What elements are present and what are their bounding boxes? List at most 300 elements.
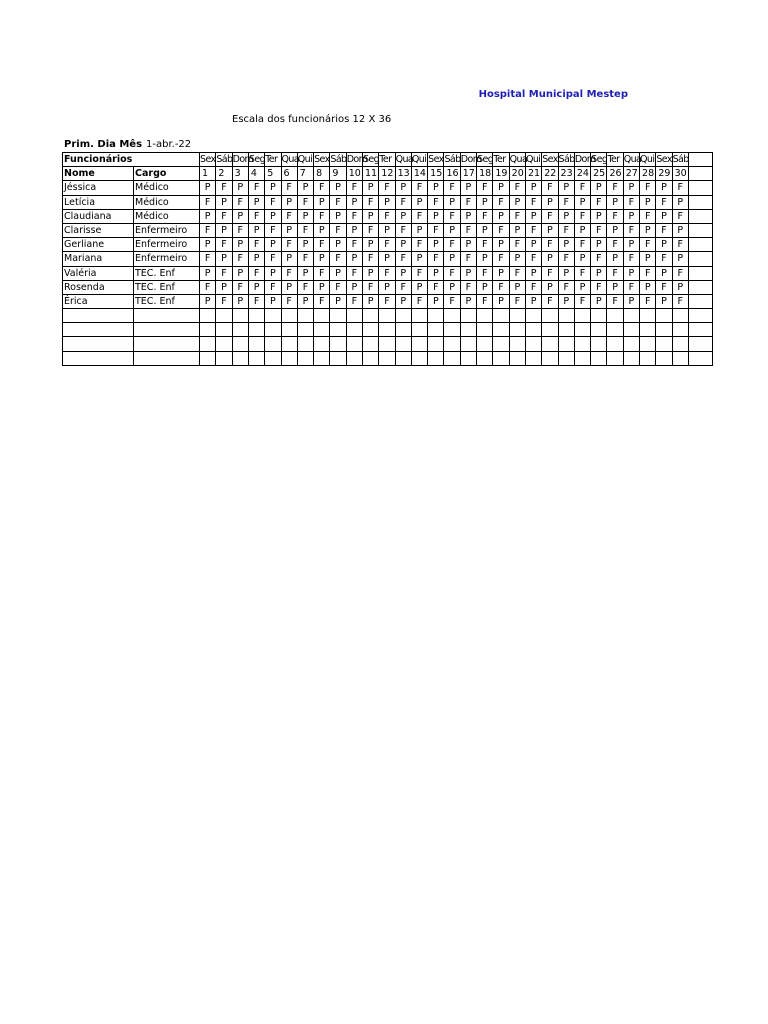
shift-cell: P — [493, 294, 509, 308]
empty-cell — [623, 337, 639, 351]
weekday-header: Qua — [395, 154, 414, 166]
empty-cell — [688, 167, 712, 181]
day-number-header: 4 — [248, 167, 264, 181]
weekday-header: Qua — [623, 154, 642, 166]
employee-row — [63, 195, 713, 209]
shift-cell: F — [248, 181, 264, 195]
empty-cell — [640, 309, 656, 323]
shift-cell: F — [656, 195, 672, 209]
shift-cell: F — [509, 266, 525, 280]
employee-name: Mariana — [63, 252, 134, 266]
empty-cell — [248, 323, 264, 337]
weekday-header: Sex — [428, 154, 444, 166]
empty-cell — [200, 337, 216, 351]
shift-cell: F — [607, 238, 623, 252]
shift-cell: P — [640, 252, 656, 266]
shift-cell: P — [379, 223, 395, 237]
employee-name: Rosenda — [63, 280, 134, 294]
empty-cell — [216, 309, 232, 323]
employee-row — [63, 252, 713, 266]
shift-cell: P — [444, 280, 460, 294]
shift-cell: F — [216, 266, 232, 280]
shift-cell: P — [297, 294, 313, 308]
empty-cell — [330, 337, 346, 351]
shift-cell: F — [297, 252, 313, 266]
shift-cell: P — [542, 280, 558, 294]
empty-cell — [493, 309, 509, 323]
day-number-header: 29 — [656, 167, 672, 181]
shift-cell: P — [248, 223, 264, 237]
shift-cell: F — [444, 294, 460, 308]
employee-row — [63, 238, 713, 252]
shift-cell: F — [640, 294, 656, 308]
shift-cell: P — [248, 252, 264, 266]
shift-cell: F — [477, 294, 493, 308]
day-number-header: 7 — [297, 167, 313, 181]
shift-cell: F — [591, 195, 607, 209]
shift-cell: F — [640, 209, 656, 223]
employee-row — [63, 181, 713, 195]
empty-cell — [493, 337, 509, 351]
empty-cell — [477, 309, 493, 323]
shift-cell: F — [346, 266, 362, 280]
empty-cell — [297, 323, 313, 337]
shift-cell: F — [558, 252, 574, 266]
day-number-header: 16 — [444, 167, 460, 181]
empty-cell — [623, 309, 639, 323]
shift-cell: F — [379, 238, 395, 252]
empty-row — [63, 309, 713, 323]
shift-cell: P — [395, 294, 411, 308]
shift-cell: F — [232, 195, 248, 209]
shift-cell: P — [525, 238, 541, 252]
shift-cell: F — [216, 238, 232, 252]
shift-cell: P — [574, 195, 590, 209]
shift-cell: F — [574, 181, 590, 195]
empty-cell — [134, 309, 200, 323]
empty-cell — [395, 351, 411, 365]
shift-cell: F — [232, 252, 248, 266]
shift-cell: F — [477, 209, 493, 223]
empty-cell — [591, 323, 607, 337]
shift-cell: F — [623, 195, 639, 209]
shift-cell: P — [330, 294, 346, 308]
employee-name: Jéssica — [63, 181, 134, 195]
shift-cell: P — [460, 294, 476, 308]
shift-cell: F — [428, 195, 444, 209]
shift-cell: P — [542, 195, 558, 209]
name-header: Nome — [63, 167, 134, 181]
shift-cell: P — [607, 280, 623, 294]
empty-cell — [379, 323, 395, 337]
empty-cell — [688, 223, 712, 237]
empty-cell — [428, 309, 444, 323]
shift-cell: P — [216, 195, 232, 209]
shift-cell: F — [395, 280, 411, 294]
shift-cell: P — [460, 238, 476, 252]
shift-cell: F — [281, 266, 297, 280]
shift-cell: F — [444, 181, 460, 195]
shift-cell: F — [428, 280, 444, 294]
shift-cell: P — [672, 223, 688, 237]
shift-cell: P — [525, 294, 541, 308]
shift-cell: P — [379, 195, 395, 209]
shift-cell: F — [200, 252, 216, 266]
shift-cell: F — [379, 181, 395, 195]
shift-cell: P — [232, 238, 248, 252]
shift-cell: P — [623, 209, 639, 223]
empty-cell — [232, 309, 248, 323]
weekday-header: Dom — [346, 154, 368, 166]
shift-cell: P — [248, 280, 264, 294]
empty-cell — [346, 351, 362, 365]
employee-name: Clarisse — [63, 223, 134, 237]
shift-cell: F — [672, 181, 688, 195]
empty-row — [63, 351, 713, 365]
empty-cell — [509, 309, 525, 323]
day-number-header: 11 — [362, 167, 378, 181]
shift-cell: F — [591, 252, 607, 266]
shift-cell: P — [379, 280, 395, 294]
empty-cell — [411, 309, 427, 323]
empty-cell — [672, 323, 688, 337]
shift-cell: F — [444, 266, 460, 280]
shift-cell: F — [265, 223, 281, 237]
first-day-value: 1-abr.-22 — [146, 139, 192, 150]
empty-cell — [297, 351, 313, 365]
shift-cell: F — [330, 252, 346, 266]
weekday-header: Seg — [591, 154, 608, 166]
empty-cell — [232, 323, 248, 337]
shift-cell: P — [411, 280, 427, 294]
shift-cell: F — [640, 266, 656, 280]
shift-cell: P — [411, 252, 427, 266]
empty-cell — [248, 309, 264, 323]
shift-cell: F — [640, 238, 656, 252]
shift-cell: F — [281, 294, 297, 308]
shift-cell: P — [314, 195, 330, 209]
shift-cell: P — [672, 195, 688, 209]
shift-cell: P — [395, 209, 411, 223]
weekday-header: Ter — [493, 153, 509, 167]
day-number-header: 17 — [460, 167, 476, 181]
shift-cell: P — [297, 209, 313, 223]
employee-role: TEC. Enf — [134, 294, 200, 308]
shift-cell: P — [591, 266, 607, 280]
employee-role: TEC. Enf — [134, 280, 200, 294]
day-number-header: 12 — [379, 167, 395, 181]
shift-cell: F — [346, 238, 362, 252]
empty-cell — [265, 323, 281, 337]
empty-row — [63, 323, 713, 337]
shift-cell: P — [525, 181, 541, 195]
empty-cell — [525, 323, 541, 337]
shift-cell: F — [281, 181, 297, 195]
empty-cell — [134, 337, 200, 351]
empty-cell — [265, 351, 281, 365]
shift-cell: F — [525, 280, 541, 294]
day-number-header: 25 — [591, 167, 607, 181]
shift-cell: P — [591, 238, 607, 252]
shift-cell: F — [232, 280, 248, 294]
empty-cell — [656, 323, 672, 337]
shift-cell: F — [493, 252, 509, 266]
empty-cell — [200, 309, 216, 323]
empty-cell — [477, 351, 493, 365]
shift-cell: P — [362, 266, 378, 280]
shift-cell: F — [672, 294, 688, 308]
shift-cell: F — [493, 195, 509, 209]
empty-cell — [509, 351, 525, 365]
weekday-header: Qui — [411, 154, 427, 166]
empty-cell — [574, 323, 590, 337]
day-number-header: 10 — [346, 167, 362, 181]
weekday-header: Qua — [281, 154, 300, 166]
empty-cell — [493, 323, 509, 337]
shift-cell: P — [656, 181, 672, 195]
shift-cell: F — [509, 294, 525, 308]
employee-row — [63, 223, 713, 237]
empty-cell — [428, 351, 444, 365]
shift-cell: F — [574, 266, 590, 280]
shift-cell: F — [265, 280, 281, 294]
role-header: Cargo — [134, 167, 200, 181]
shift-cell: F — [395, 223, 411, 237]
shift-cell: F — [542, 181, 558, 195]
shift-cell: P — [574, 223, 590, 237]
day-number-header: 15 — [428, 167, 444, 181]
shift-cell: F — [477, 181, 493, 195]
shift-cell: P — [623, 294, 639, 308]
shift-cell: F — [525, 252, 541, 266]
empty-cell — [395, 309, 411, 323]
shift-cell: P — [265, 209, 281, 223]
empty-cell — [558, 351, 574, 365]
shift-cell: P — [672, 280, 688, 294]
empty-cell — [656, 309, 672, 323]
empty-cell — [477, 323, 493, 337]
shift-cell: P — [265, 238, 281, 252]
shift-cell: P — [232, 209, 248, 223]
shift-cell: F — [314, 181, 330, 195]
day-number-header: 19 — [493, 167, 509, 181]
empty-cell — [281, 351, 297, 365]
shift-cell: F — [379, 209, 395, 223]
shift-cell: P — [460, 209, 476, 223]
shift-cell: P — [656, 238, 672, 252]
empty-cell — [607, 309, 623, 323]
empty-cell — [314, 323, 330, 337]
day-number-header: 23 — [558, 167, 574, 181]
empty-cell — [444, 309, 460, 323]
shift-cell: P — [558, 294, 574, 308]
employee-role: Médico — [134, 195, 200, 209]
shift-cell: F — [672, 209, 688, 223]
empty-cell — [688, 181, 712, 195]
shift-cell: F — [460, 252, 476, 266]
shift-cell: F — [542, 238, 558, 252]
shift-cell: P — [362, 181, 378, 195]
day-number-header: 1 — [200, 167, 216, 181]
empty-cell — [688, 294, 712, 308]
employee-name: Valéria — [63, 266, 134, 280]
shift-cell: P — [493, 209, 509, 223]
weekday-header: Qui — [640, 154, 655, 166]
shift-cell: P — [509, 280, 525, 294]
empty-cell — [509, 323, 525, 337]
shift-cell: P — [297, 238, 313, 252]
shift-cell: P — [216, 223, 232, 237]
shift-cell: P — [411, 223, 427, 237]
shift-cell: P — [265, 266, 281, 280]
empty-cell — [265, 309, 281, 323]
employee-name: Érica — [63, 294, 134, 308]
empty-cell — [672, 309, 688, 323]
weekday-header: Sex — [656, 154, 672, 166]
empty-cell — [232, 351, 248, 365]
empty-cell — [63, 351, 134, 365]
shift-cell: F — [362, 280, 378, 294]
empty-cell — [200, 323, 216, 337]
hospital-title: Hospital Municipal Mestep — [478, 89, 628, 100]
empty-cell — [460, 351, 476, 365]
day-number-header: 30 — [672, 167, 688, 181]
shift-cell: P — [281, 223, 297, 237]
empty-cell — [460, 323, 476, 337]
shift-cell: F — [428, 252, 444, 266]
shift-cell: F — [248, 266, 264, 280]
empty-cell — [411, 351, 427, 365]
shift-cell: F — [346, 209, 362, 223]
shift-cell: P — [477, 195, 493, 209]
empty-cell — [395, 337, 411, 351]
employee-role: Médico — [134, 209, 200, 223]
empty-cell — [248, 337, 264, 351]
empty-cell — [607, 323, 623, 337]
shift-cell: F — [379, 294, 395, 308]
shift-cell: P — [428, 266, 444, 280]
shift-cell: F — [395, 252, 411, 266]
shift-cell: P — [265, 181, 281, 195]
shift-cell: F — [248, 238, 264, 252]
shift-cell: F — [509, 209, 525, 223]
shift-cell: P — [281, 195, 297, 209]
shift-cell: P — [362, 209, 378, 223]
shift-cell: P — [232, 181, 248, 195]
weekday-header: Seg — [248, 154, 266, 166]
shift-cell: P — [477, 223, 493, 237]
shift-cell: P — [379, 252, 395, 266]
empty-cell — [688, 351, 712, 365]
empty-cell — [688, 252, 712, 266]
empty-cell — [525, 351, 541, 365]
empty-cell — [574, 351, 590, 365]
shift-cell: F — [656, 223, 672, 237]
shift-cell: F — [656, 280, 672, 294]
shift-cell: P — [656, 266, 672, 280]
shift-cell: P — [248, 195, 264, 209]
shift-cell: P — [640, 280, 656, 294]
empty-cell — [444, 337, 460, 351]
shift-cell: P — [395, 181, 411, 195]
employee-role: Enfermeiro — [134, 252, 200, 266]
shift-cell: P — [623, 238, 639, 252]
empty-cell — [134, 323, 200, 337]
shift-cell: P — [411, 195, 427, 209]
shift-cell: P — [200, 266, 216, 280]
shift-cell: P — [200, 181, 216, 195]
empty-cell — [63, 309, 134, 323]
empty-cell — [330, 309, 346, 323]
day-number-header: 18 — [477, 167, 493, 181]
weekday-header: Ter — [607, 153, 623, 167]
shift-cell: P — [362, 294, 378, 308]
empty-cell — [216, 323, 232, 337]
shift-cell: P — [525, 209, 541, 223]
shift-cell: F — [281, 209, 297, 223]
shift-cell: F — [265, 252, 281, 266]
shift-cell: P — [493, 181, 509, 195]
shift-cell: F — [248, 209, 264, 223]
shift-cell: P — [623, 266, 639, 280]
weekday-header: Sex — [542, 154, 558, 166]
shift-cell: F — [460, 280, 476, 294]
empty-cell — [656, 351, 672, 365]
empty-cell — [297, 309, 313, 323]
empty-cell — [379, 351, 395, 365]
empty-cell — [216, 351, 232, 365]
shift-cell: F — [314, 294, 330, 308]
empty-cell — [346, 309, 362, 323]
shift-cell: P — [346, 252, 362, 266]
shift-cell: P — [216, 280, 232, 294]
empty-cell — [558, 309, 574, 323]
shift-cell: F — [216, 294, 232, 308]
shift-cell: P — [428, 181, 444, 195]
shift-cell: F — [672, 266, 688, 280]
weekday-header: Ter — [379, 153, 395, 167]
empty-cell — [640, 323, 656, 337]
shift-cell: F — [558, 280, 574, 294]
empty-cell — [640, 337, 656, 351]
shift-cell: F — [362, 195, 378, 209]
shift-cell: P — [314, 252, 330, 266]
empty-cell — [330, 351, 346, 365]
shift-cell: F — [672, 238, 688, 252]
shift-cell: F — [200, 195, 216, 209]
empty-cell — [362, 309, 378, 323]
weekday-header: Sáb — [558, 154, 575, 166]
shift-cell: F — [656, 252, 672, 266]
empty-cell — [281, 337, 297, 351]
shift-cell: P — [591, 181, 607, 195]
empty-cell — [281, 323, 297, 337]
empty-cell — [362, 351, 378, 365]
empty-cell — [525, 337, 541, 351]
shift-cell: F — [607, 266, 623, 280]
shift-cell: P — [232, 266, 248, 280]
empty-cell — [656, 337, 672, 351]
weekday-header: Sáb — [330, 154, 347, 166]
empty-cell — [688, 266, 712, 280]
shift-cell: P — [346, 223, 362, 237]
shift-cell: F — [411, 181, 427, 195]
shift-cell: P — [330, 209, 346, 223]
empty-cell — [411, 323, 427, 337]
empty-cell — [623, 351, 639, 365]
shift-cell: P — [558, 209, 574, 223]
shift-cell: P — [607, 252, 623, 266]
